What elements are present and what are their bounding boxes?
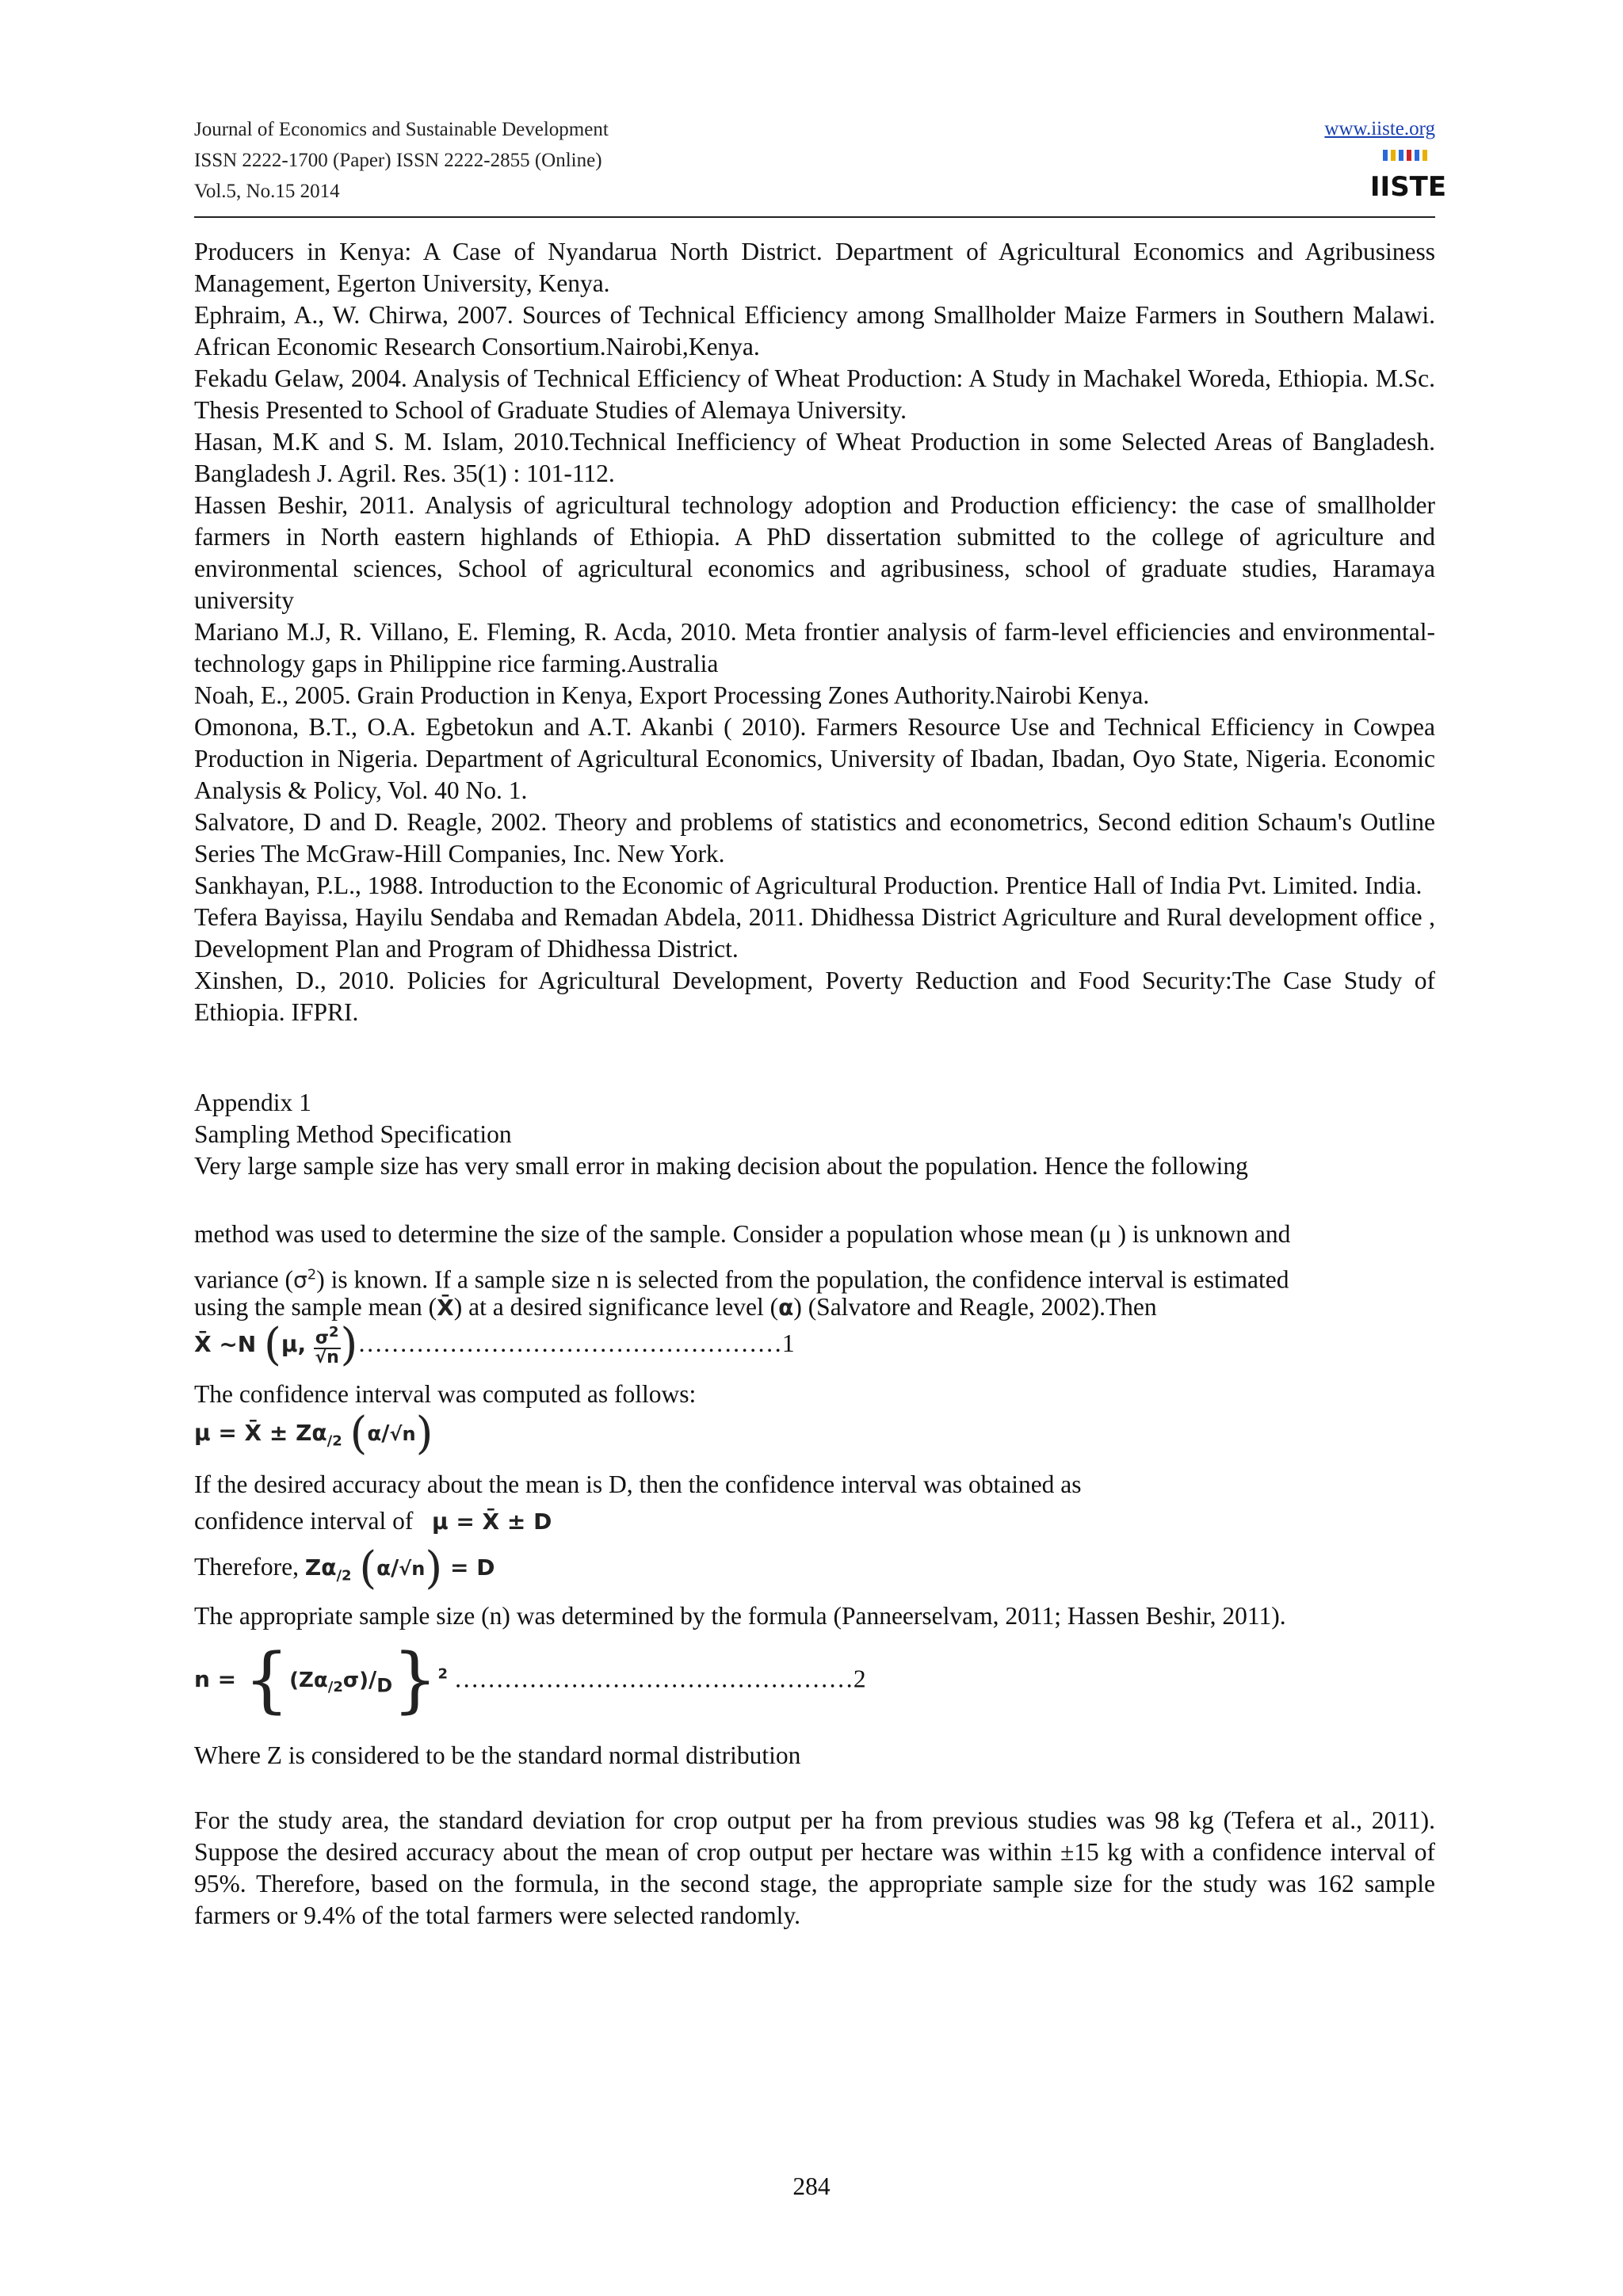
eq2-formula: $n = \{(Z\alpha_{/2}\sigma)/D\}^2$ [194, 1638, 448, 1722]
equation-2 [194, 1635, 866, 1722]
ci-of-text: confidence interval of [194, 1507, 414, 1535]
alpha-symbol: α [778, 1295, 794, 1321]
reference-item: Sankhayan, P.L., 1988. Introduction to the Economic of Agricultural Production. Prentice Hall of India Pvt. Limited. India. [194, 871, 1423, 899]
eq2-number: …………………………………………2 [453, 1665, 866, 1693]
reference-item: Tefera Bayissa, Hayilu Sendaba and Remadan Abdela, 2011. Dhidhessa District Agriculture and Rural development office , Development Plan and Program of Dhidhessa District. [194, 903, 1435, 963]
variance-text-end: ) is known. If a sample size n is selected from the population, the confidence interval is estimated [316, 1265, 1289, 1294]
appendix-title: Appendix 1 [194, 1089, 311, 1116]
x-bar-symbol: X̄ [437, 1295, 454, 1321]
equation-1 [194, 1320, 795, 1369]
ci-formula: μ = X̄ ± $Z\alpha_{/2}$ (α/√n) [194, 1408, 433, 1459]
reference-item: Omonona, B.T., O.A. Egbetokun and A.T. Akanbi ( 2010). Farmers Resource Use and Technical Efficiency in Cowpea Production in Nigeria. Department of Agricultural Economics, University of Ibadan, Ibadan, Oyo State, Nigeria. Economic Analysis & Policy, Vol. 40 No. 1. [194, 713, 1435, 804]
ci-intro: The confidence interval was computed as follows: [194, 1380, 697, 1408]
reference-item: Hassen Beshir, 2011. Analysis of agricultural technology adoption and Production efficiency: the case of smallholder farmers in North eastern highlands of Ethiopia. A PhD dissertation submitted to the college of agriculture and environmental sciences, School of agricultural economics and agribusiness, school of graduate studies, Haramaya university [194, 491, 1435, 614]
eq1-formula: X̄ ~N (μ, $\frac{\sigma^2}{√n}$ ) [194, 1319, 358, 1371]
header-rule [194, 216, 1435, 218]
reference-item: Salvatore, D and D. Reagle, 2002. Theory and problems of statistics and econometrics, Second edition Schaum's Outline Series The McGraw-Hill Companies, Inc. New York. [194, 808, 1435, 868]
volume-line: Vol.5, No.15 2014 [194, 181, 340, 202]
appendix-para-1: Very large sample size has very small error in making decision about the population. Hence the following [194, 1152, 1248, 1180]
reference-item: Xinshen, D., 2010. Policies for Agricultural Development, Poverty Reduction and Food Security:The Case Study of Ethiopia. IFPRI. [194, 967, 1435, 1026]
journal-url-link[interactable]: www.iiste.org [1324, 118, 1435, 139]
ci-of-line [194, 1505, 552, 1538]
therefore-formula: $Z\alpha_{/2}$ (α/√n) = D [304, 1543, 495, 1594]
issn-line: ISSN 2222-1700 (Paper) ISSN 2222-2855 (Online) [194, 150, 602, 171]
therefore-line [194, 1543, 495, 1600]
where-z-text: Where Z is considered to be the standard normal distribution [194, 1741, 801, 1769]
appendix-section [194, 1087, 1435, 1182]
references-list [194, 236, 1435, 1028]
citation-text: ) (Salvatore and Reagle, 2002).Then [793, 1293, 1157, 1321]
svg-text:IISTE: IISTE [1369, 171, 1447, 203]
journal-title: Journal of Economics and Sustainable Development [194, 119, 609, 140]
page-header [194, 113, 1447, 219]
appendix-para-2a: method was used to determine the size of the sample. Consider a population whose mean (μ ) is unknown and [194, 1220, 1291, 1248]
eq1-number: ……………………………………………1 [357, 1329, 795, 1357]
variance-text-start: variance ( [194, 1265, 294, 1294]
reference-item: Hasan, M.K and S. M. Islam, 2010.Technical Inefficiency of Wheat Production in some Selected Areas of Bangladesh. Bangladesh J. Agril. Res. 35(1) : 101-112. [194, 428, 1435, 487]
sigma-squared-symbol: $\sigma^2$ [293, 1267, 317, 1294]
appendix-subtitle: Sampling Method Specification [194, 1120, 512, 1148]
reference-item: Ephraim, A., W. Chirwa, 2007. Sources of Technical Efficiency among Smallholder Maize Farmers in Southern Malawi. African Economic Research Consortium.Nairobi,Kenya. [194, 301, 1435, 360]
therefore-text: Therefore, [194, 1553, 300, 1581]
sample-mean-text: using the sample mean ( [194, 1293, 437, 1321]
final-paragraph: For the study area, the standard deviation for crop output per ha from previous studies was 98 kg (Tefera et al., 2011). Suppose the desired accuracy about the mean of crop output per hectare was within ±15 kg with a confidence interval of 95%. Therefore, based on the formula, in the second stage, the appropriate sample size for the study was 162 sample farmers or 9.4% of the total farmers were selected randomly. [194, 1806, 1435, 1929]
sample-size-text: The appropriate sample size (n) was determined by the formula (Panneerselvam, 2011; Hassen Beshir, 2011). [194, 1602, 1286, 1630]
mean-formula: μ = X̄ ± D [432, 1508, 552, 1535]
accuracy-text: If the desired accuracy about the mean is D, then the confidence interval was obtained as [194, 1470, 1082, 1498]
reference-item: Noah, E., 2005. Grain Production in Kenya, Export Processing Zones Authority.Nairobi Kenya. [194, 681, 1150, 709]
appendix-para-2c [194, 1291, 1157, 1324]
page-number: 284 [792, 2172, 831, 2200]
reference-item: Producers in Kenya: A Case of Nyandarua North District. Department of Agricultural Economics and Agribusiness Management, Egerton University, Kenya. [194, 238, 1435, 297]
reference-item: Mariano M.J, R. Villano, E. Fleming, R. Acda, 2010. Meta frontier analysis of farm-level efficiencies and environmental-technology gaps in Philippine rice farming.Australia [194, 618, 1435, 677]
significance-text: ) at a desired significance level ( [453, 1293, 779, 1321]
reference-item: Fekadu Gelaw, 2004. Analysis of Technical Efficiency of Wheat Production: A Study in Machakel Woreda, Ethiopia. M.Sc. Thesis Presented to School of Graduate Studies of Alemaya University. [194, 364, 1435, 424]
iiste-logo [1369, 148, 1447, 203]
